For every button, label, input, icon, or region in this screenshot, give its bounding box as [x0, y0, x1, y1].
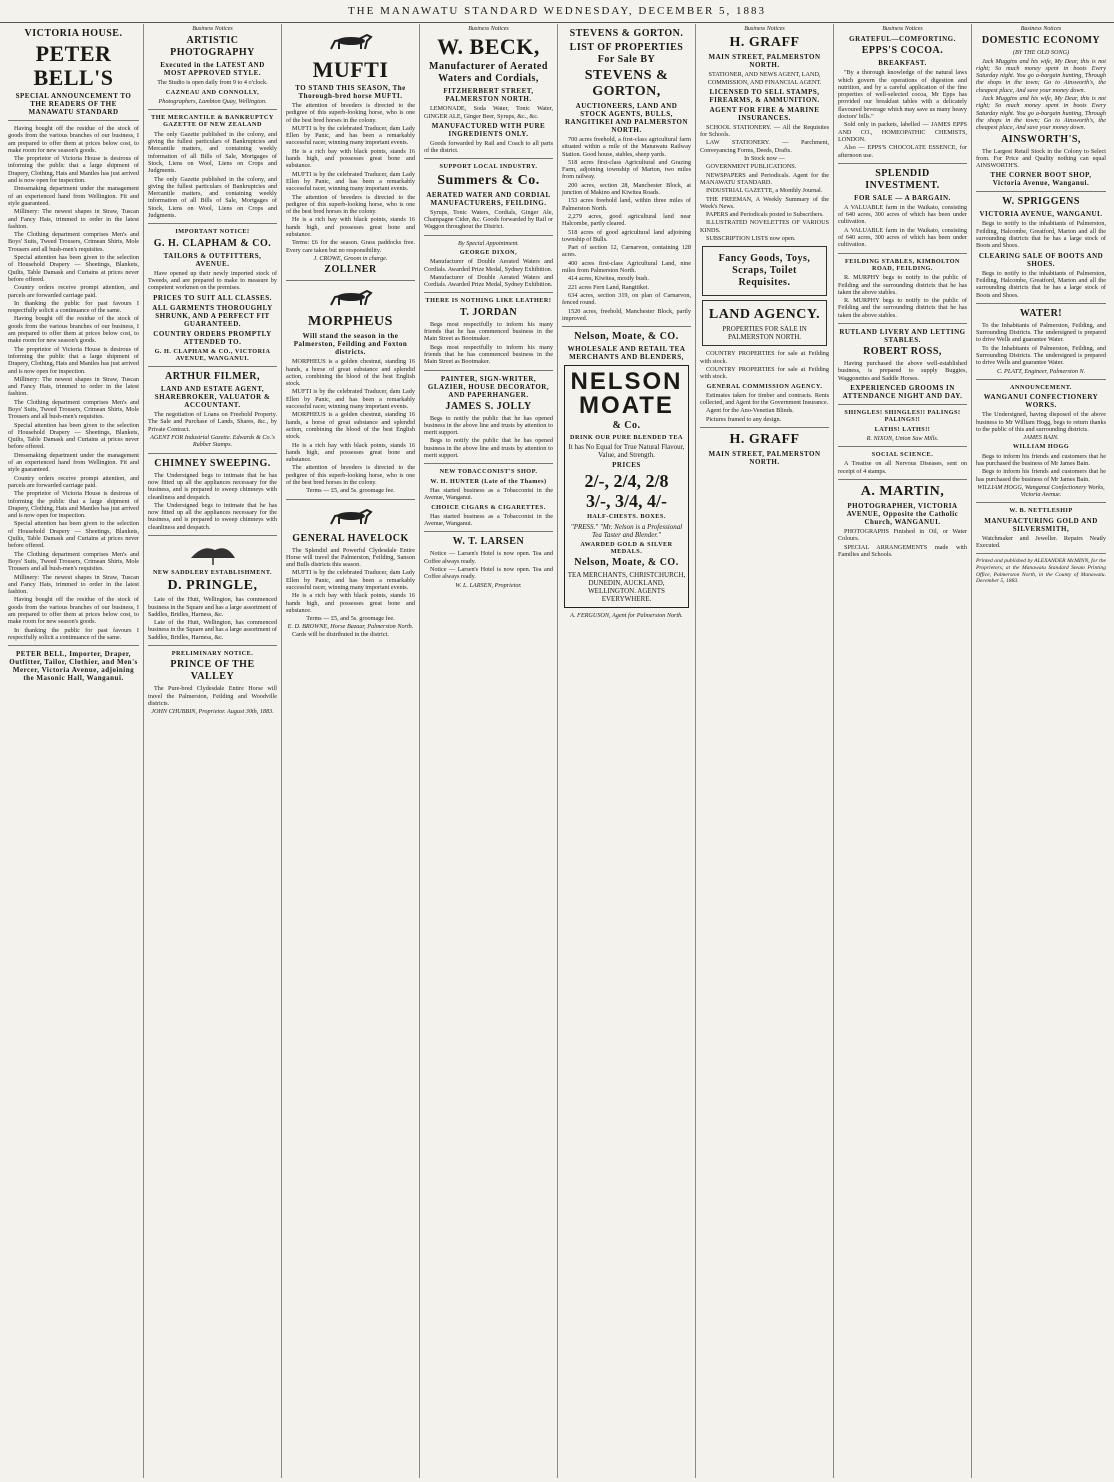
business-notices-label: Business Notices: [1020, 26, 1062, 32]
horse-icon: [321, 29, 381, 55]
paragraph: Terms: £6 for the season. Grass paddocks free. Every care taken but no responsibility.: [286, 239, 415, 254]
clapham-heading: G. H. CLAPHAM & CO.: [153, 237, 272, 249]
saddle-illustration-icon: [183, 540, 243, 566]
paragraph: SUBSCRIPTION LISTS now open.: [706, 235, 796, 243]
saddlery-heading: NEW SADDLERY ESTABLISHMENT.: [152, 568, 273, 576]
divider: [148, 223, 277, 224]
fancy-goods: Fancy Goods, Toys, Scraps, Toilet Requisites.: [718, 253, 811, 289]
paragraph: Special attention has been given to the selection of Household Drapery — Sheetings, Blankets, Quilts, Table Damask and Curtains at prices never before offered.: [8, 421, 139, 451]
corner-boot-shop: THE CORNER BOOT SHOP, Victoria Avenue, Wanganui.: [990, 171, 1092, 188]
nelson-sub: WHOLESALE AND RETAIL TEA MERCHANTS AND BLENDERS,: [567, 345, 686, 362]
prices-row-2: 3/-, 3/4, 4/-: [586, 491, 667, 512]
nelson-moate-heading: Nelson, Moate, & CO.: [574, 331, 679, 343]
paragraph: Special attention has been given to the selection of Household Drapery — Sheetings, Blankets, Quilts, Table Damask and Curtains at prices never before offered.: [8, 254, 139, 283]
graff-heading: H. GRAFF: [729, 35, 800, 51]
business-notices-label: Business Notices: [468, 26, 509, 32]
general-commission: GENERAL COMMISSION AGENCY.: [706, 382, 823, 390]
paragraph: Millinery: The newest shapes in Straw, Tuscan and Fancy Hats, trimmed to order in the latest fashion.: [8, 208, 139, 230]
preliminary-notice: PRELIMINARY NOTICE.: [171, 650, 254, 658]
paragraph: The attention of breeders is directed to the pedigree of this superb-looking horse, who is one of the best bred horses in the colony.: [286, 102, 415, 124]
property-item: Part of section 12, Carnarvon, containing 128 acres.: [562, 244, 691, 259]
graff-line: STATIONER, AND NEWS AGENT, LAND, COMMISSION, AND FINANCIAL AGENT.: [707, 71, 822, 86]
divider: [976, 303, 1106, 304]
paragraph: To the Inhabitants of Palmerston, Feilding, and Surrounding Districts. The undersigned is prepared to drive Wells and guarantee Water.: [976, 344, 1106, 367]
epps-cocoa-heading: EPPS'S COCOA.: [861, 45, 944, 57]
paragraph: Begs to notify to the inhabitants of Palmerston, Feilding, Halcombe, Greatford, Marton and all the surrounding districts that he has a large stock of Boots and Shoes.: [976, 220, 1106, 250]
paragraph: NEWSPAPERS and Periodicals. Agent for the MANAWATU STANDARD.: [700, 171, 829, 186]
summers-heading: Summers & Co.: [437, 172, 540, 188]
paragraph: ILLUSTRATED NOVELETTES OF VARIOUS KINDS.: [700, 219, 829, 234]
paragraph: Syrups, Tonic Waters, Cordials, Ginger Ale, Champagne Cider, &c. Goods forwarded by Rail or Waggon throughout the District.: [424, 208, 553, 231]
divider: [976, 191, 1106, 192]
verse: Jack Muggins and his wife, My Dear, this is not right; So much money spent in boots Every Saturday night. You go a-bargain hunting, Through the shops in the town; Go to Ainsworth's, the cheapest place, And save your money down.: [976, 95, 1106, 132]
fire-insurance: AGENT FOR FIRE & MARINE INSURANCES.: [709, 105, 820, 122]
paragraph: Begs to inform his friends and customers that he has purchased the business of Mr James Bain.: [976, 468, 1106, 483]
paragraph: Estimates taken for timber and contracts. Rents collected, and Agent for the Government Insurance.: [700, 391, 829, 407]
song-note: (BY THE OLD SONG): [1012, 49, 1070, 57]
beck-address: FITZHERBERT STREET, PALMERSTON NORTH.: [443, 87, 534, 104]
graff-footer-sub: MAIN STREET, PALMERSTON NORTH.: [708, 450, 821, 467]
paragraph: In thanking the public for past favours I respectfully solicit a continuance of the same.: [8, 299, 139, 315]
column-graff: [696, 24, 834, 1478]
paragraph: COUNTRY PROPERTIES for sale at Feilding with stock.: [700, 365, 829, 381]
divider: [8, 120, 139, 121]
licensed: LICENSED TO SELL STAMPS, FIREARMS, & AMMUNITION.: [709, 87, 820, 104]
clapham-sign: G. H. CLAPHAM & CO., VICTORIA AVENUE, WANGANUI.: [154, 347, 271, 362]
paragraph: The proprietor of Victoria House is desirous of informing the public that a large shipment of Drapery, Clothing, Hats and Mantles has just arrived and is now open for inspection.: [8, 490, 139, 520]
property-item: 200 acres, section 28, Manchester Block, at junction of Makino and Kiwitea Roads.: [562, 181, 691, 197]
paragraph: Begs to inform his friends and customers that he has purchased the business of Mr James Bain.: [976, 452, 1106, 467]
graff-sub: MAIN STREET, PALMERSTON NORTH.: [708, 53, 821, 70]
paragraph: Begs most respectfully to inform his many friends that he has commenced business in the Main Street as Bootmaker.: [424, 320, 553, 343]
column-photography: [144, 24, 282, 1478]
paragraph: He is a rich bay with black points, stands 16 hands high, and possesses great bone and substance.: [286, 592, 415, 614]
paragraph: Begs to notify the public that he has opened business in the above line and trusts by attention to merit support.: [424, 437, 553, 460]
paragraph: SPECIAL ARRANGEMENTS made with Families and Schools.: [838, 543, 967, 558]
no-equal: It has No Equal for True Natural Flavour, Value, and Strength.: [568, 443, 685, 460]
stevens-gorton-large: STEVENS & GORTON,: [584, 68, 669, 99]
special-appointment: By Special Appointment.: [458, 239, 519, 247]
nixon: R. NIXON, Union Saw Mills.: [866, 434, 939, 442]
prince-owner: JOHN CHUBBIN, Proprietor. August 30th, 1883.: [151, 708, 274, 716]
paragraph: Has started business as a Tobacconist in the Avenue, Wanganui.: [424, 486, 553, 502]
tobacconist-heading: NEW TOBACCONIST'S SHOP.: [439, 468, 538, 476]
divider: [286, 499, 415, 500]
grateful-comforting: GRATEFUL—COMFORTING.: [849, 35, 956, 44]
divider: [424, 292, 553, 293]
mercantile-gazette-heading: THE MERCANTILE & BANKRUPTCY GAZETTE OF NEW ZEALAND: [151, 114, 274, 129]
paragraph: The attention of breeders is directed to the pedigree of this superb-looking horse, who is one of the best bred horses in the colony.: [286, 193, 415, 216]
column-properties: [558, 24, 696, 1478]
prince-heading: PRINCE OF THE VALLEY: [170, 659, 255, 683]
prices-label: PRICES: [612, 461, 641, 470]
divider: [424, 463, 553, 464]
land-agency-box: [702, 300, 827, 346]
column-domestic-economy: [972, 24, 1110, 1478]
paragraph: He is a rich bay with black points, stands 16 hands high, and possesses great bone and substance.: [286, 441, 415, 464]
filmer-heading: ARTHUR FILMER,: [165, 371, 260, 383]
for-sale: FOR SALE — A BARGAIN.: [854, 193, 951, 202]
water-heading: WATER!: [1019, 307, 1063, 319]
morpheus-terms: Terms — £5, and 5s. groomage fee.: [306, 487, 395, 495]
feilding-stables: FEILDING STABLES, KIMBOLTON ROAD, FEILDING.: [845, 257, 960, 272]
beck-pure: MANUFACTURED WITH PURE INGREDIENTS ONLY.: [431, 121, 546, 138]
paragraph: The Undersigned begs to intimate that he has now fitted up all the appliances necessary for the business, and is prepared to sweep chimneys with cleanliness and despatch.: [148, 501, 277, 531]
divider: [286, 280, 415, 281]
paragraph: Manufacturer of Double Aerated Waters and Cordials. Awarded Prize Medal, Sydney Exhibition.: [424, 258, 553, 273]
paragraph: GOVERNMENT PUBLICATIONS.: [706, 163, 797, 171]
awarded-medals: AWARDED GOLD & SILVER MEDALS.: [580, 540, 673, 556]
column-epps-cocoa: [834, 24, 972, 1478]
peter-bell-heading: PETER BELL'S: [33, 41, 114, 90]
splendid-investment: SPLENDID INVESTMENT.: [865, 167, 940, 191]
divider: [424, 235, 553, 236]
ferguson-agent: A. FERGUSON, Agent for Palmerston North.: [570, 612, 683, 620]
divider: [700, 427, 829, 428]
divider: [148, 645, 277, 646]
morpheus-sub: Will stand the season in the Palmerston, Feilding and Foxton districts.: [293, 332, 408, 357]
mufti-heading: MUFTI: [312, 57, 389, 82]
paragraph: SCHOOL STATIONERY. — All the Requisites for Schools.: [700, 123, 829, 139]
property-item: 221 acres Fern Land, Rangitikei.: [568, 283, 650, 291]
paragraph: Late of the Hutt, Wellington, has commenced business in the Square and has a large assortment of Saddles, Bridles, Harness, &c.: [148, 619, 277, 641]
list-heading: LIST OF PROPERTIES For Sale BY: [569, 42, 684, 65]
paragraph: A VALUABLE farm in the Waikato, consisting of 640 acres, 300 acres of which has been under cultivation.: [838, 203, 967, 226]
columns: [4, 24, 1110, 1478]
nothing-like-leather: THERE IS NOTHING LIKE LEATHER!: [425, 297, 552, 305]
support-local: SUPPORT LOCAL INDUSTRY.: [439, 163, 538, 171]
filmer-sub: LAND AND ESTATE AGENT, SHAREBROKER, VALUATOR & ACCOUNTANT.: [154, 385, 271, 410]
pringle-heading: D. PRINGLE,: [167, 578, 258, 594]
paragraph: The Undersigned, having disposed of the above business to Mr William Hogg, begs to return thanks to the public of this and surrounding districts.: [976, 411, 1106, 433]
paragraph: LEMONADE, Soda Water, Tonic Water, GINGER ALE, Ginger Beer, Syrups, &c., &c.: [424, 105, 553, 120]
jolly-heading: JAMES S. JOLLY: [445, 400, 532, 412]
paragraph: The proprietor of Victoria House is desirous of informing the public that a large shipment of Drapery, Clothing, Hats and Mantles has just arrived and is now open for inspection.: [8, 155, 139, 185]
paragraph: Dressmaking department under the management of an experienced hand from Wellington. Fit and style guaranteed.: [8, 451, 139, 474]
printer-imprint: Printed and published by ALEXANDER McMINN, for the Proprietors, at the Manawatu Standard Steam Printing Office, Palmerston North, in the County of Manawatu. December 5, 1883.: [976, 558, 1106, 585]
jordan-heading: T. JORDAN: [459, 306, 518, 318]
grooms: EXPERIENCED GROOMS IN ATTENDANCE NIGHT AND DAY.: [842, 383, 963, 400]
paragraph: Has started business as a Tobacconist in the Avenue, Wanganui.: [424, 512, 553, 528]
paragraph: A Treatise on all Nervous Diseases, sent on receipt of 4 stamps.: [838, 460, 967, 475]
masthead: THE MANAWATU STANDARD WEDNESDAY, DECEMBER 5, 1883: [0, 0, 1114, 23]
paragraph: THE FREEMAN, A Weekly Summary of the Week's News.: [700, 195, 829, 210]
property-item: 153 acres freehold land, within three miles of Palmerston North.: [562, 197, 691, 212]
larsen-sign: W. L. LARSEN, Proprietor.: [455, 581, 522, 589]
divider: [8, 645, 139, 646]
paragraph: Having bought off the residue of the stock of goods from the various branches of our business, I am prepared to offer them at prices below cost, to make room for new season's goods.: [8, 125, 139, 154]
divider: [976, 379, 1106, 380]
beck-heading: W. BECK,: [437, 34, 540, 60]
paragraph: Begs to notify the public that he has opened business in the above line and trusts by attention to merit support.: [424, 414, 553, 437]
divider: [424, 370, 553, 371]
property-item: 518 acres first-class Agricultural and Grazing Farm, adjoining township of Marton, two miles from railway.: [562, 158, 691, 181]
paragraph: "By a thorough knowledge of the natural laws which govern the operations of digestion and nutrition, and by a careful application of the fine properties of well-selected cocoa, Mr Epps has provided our breakfast tables with a delicately flavoured beverage which may save us many heavy doctors' bills.": [838, 69, 967, 121]
larsen-heading: W. T. LARSEN: [452, 536, 525, 548]
property-item: 400 acres first-class Agricultural Land, nine miles from Palmerston North.: [562, 259, 691, 275]
agent-for: AGENT FOR Industrial Gazette. Edwards & Co.'s Rubber Stamps.: [150, 434, 275, 449]
clearing-sale: CLEARING SALE OF BOOTS AND SHOES.: [978, 251, 1104, 268]
property-item: 414 acres, Kiwitea, mostly bush.: [568, 275, 649, 283]
paragraph: The Largest Retail Stock in the Colony to Select from. For Price and Quality nothing can equal AINSWORTH'S.: [976, 147, 1106, 170]
laths: LATHS! LATHS!!: [874, 425, 931, 433]
paragraph: The proprietor of Victoria House is desirous of informing the public that a large shipment of Drapery, Clothing, Hats and Mantles has just arrived and is now open for inspection.: [8, 345, 139, 375]
paragraph: Millinery: The newest shapes in Straw, Tuscan and Fancy Hats, trimmed to order in the latest fashion.: [8, 573, 139, 596]
breakfast: BREAKFAST.: [878, 59, 927, 68]
martin-heading: A. MARTIN,: [860, 483, 945, 499]
paragraph: MORPHEUS is a golden chestnut, standing 16 hands, a horse of great substance and splendid action, combining the blood of the best English stock.: [286, 358, 415, 388]
mufti-owner: J. CROWE, Groom in charge.: [313, 254, 388, 262]
paragraph: Country orders receive prompt attention, and parcels are forwarded carriage paid.: [8, 474, 139, 489]
paragraph: The negotiation of Loans on Freehold Property. The Sale and Purchase of Lands, Shares, &c., by Private Contract.: [148, 411, 277, 433]
paragraph: Agent for the Ano-Venetian Blinds.: [706, 407, 794, 415]
business-notices-label: Business Notices: [192, 26, 233, 32]
paragraph: Begs most respectfully to inform his many friends that he has commenced business in the Main Street as Bootmaker.: [424, 343, 553, 366]
column-victoria-house: [4, 24, 144, 1478]
hunter-heading: W. H. HUNTER (Late of the Thames): [430, 477, 547, 485]
paragraph: The only Gazette published in the colony, and giving the fullest particulars of Bankruptcies and Mercantile matters, and containing weekly information of all Bills of Sale, Mortgages of Stock, Liens on Wool, Liens on Crops and Judgments.: [148, 175, 277, 220]
paragraph: Goods forwarded by Rail and Coach to all parts of the district.: [424, 139, 553, 155]
divider: [148, 109, 277, 110]
prices-line: PRICES TO SUIT ALL CLASSES.: [153, 293, 272, 302]
half-chests: HALF-CHESTS. BOXES.: [587, 513, 666, 521]
divider: [424, 531, 553, 532]
dixon-heading: GEORGE DIXON,: [459, 248, 518, 256]
divider: [148, 535, 277, 536]
spriggens-sub: VICTORIA AVENUE, WANGANUI.: [979, 210, 1103, 219]
divider: [838, 404, 967, 405]
paragraph: R. MURPHY begs to notify to the public of Feilding and the surrounding districts that he has taken the above stables.: [838, 274, 967, 296]
property-item: 634 acres, section 319, on plan of Carnarvon, fenced round.: [562, 291, 691, 307]
summers-sub: AERATED WATER AND CORDIAL MANUFACTURERS, FEILDING.: [426, 190, 551, 207]
press-quote: "PRESS." "Mr. Nelson is a Professional Tea Taster and Blender.": [570, 522, 683, 539]
divider: [838, 323, 967, 324]
divider: [838, 163, 967, 164]
cazneau-sub: Photographers, Lambton Quay, Wellington.: [158, 97, 267, 105]
paragraph: The only Gazette published in the colony, and giving the fullest particulars of Bankruptcies and Mercantile matters, and containing weekly information of all Bills of Sale, Mortgages of Stock, Liens on Wool, Liens on Crops and Judgments.: [148, 130, 277, 175]
artistic-photography-heading: ARTISTIC PHOTOGRAPHY: [170, 35, 255, 59]
paragraph: Also — EPPS'S CHOCOLATE ESSENCE, for afternoon use.: [838, 144, 967, 159]
havelock-heading: GENERAL HAVELOCK: [292, 532, 409, 544]
paragraph: MUFTI is by the celebrated Traducer, dam Lady Ellen by Panic, and has been a remarkably successful racer, winning many important events.: [286, 170, 415, 193]
country-orders: COUNTRY ORDERS PROMPTLY ATTENDED TO.: [153, 329, 272, 346]
paragraph: Have opened up their newly imported stock of Tweeds, and are prepared to make to measure by competent workmen on the premises.: [148, 269, 277, 292]
nelson-moate-ad: [564, 365, 689, 608]
mufti-stand: TO STAND THIS SEASON, The Thorough-bred horse MUFTI.: [295, 84, 406, 100]
paragraph: Late of the Hutt, Wellington, has commenced business in the Square and has a large assortment of Saddles, Bridles, Harness, &c.: [148, 596, 277, 618]
paragraph: Sold only in packets, labelled — JAMES EPPS AND CO., HOMEOPATHIC CHEMISTS, LONDON.: [838, 121, 967, 143]
column-stallions: [282, 24, 420, 1478]
announcement-heading: ANNOUNCEMENT.: [1010, 383, 1072, 391]
martin-sub: PHOTOGRAPHER, VICTORIA AVENUE, Opposite the Catholic Church, WANGANUI.: [846, 501, 959, 526]
paragraph: The Clothing department comprises Men's and Boys' Suits, Tweed Trousers, Crimean Shirts, Mole Trousers and all bush-men's requisites.: [8, 550, 139, 573]
hogg-heading: WILLIAM HOGG: [1012, 443, 1070, 451]
divider: [424, 158, 553, 159]
cities: TEA MERCHANTS, CHRISTCHURCH, DUNEDIN, AUCKLAND, WELLINGTON. AGENTS EVERYWHERE.: [567, 571, 686, 604]
paragraph: He is a rich bay with black points, stands 16 hands high, and possesses great bone and substance.: [286, 216, 415, 239]
paragraph: Having purchased the above well-established business, is prepared to supply Buggies, Waggonettes and Saddle Horses.: [838, 360, 967, 382]
paragraph: The Clothing department comprises Men's and Boys' Suits, Tweed Trousers, Crimean Shirts, Mole Trousers and all bush-men's requisites.: [8, 231, 139, 253]
stevens-gorton-heading: STEVENS & GORTON.: [569, 28, 684, 39]
business-notices-label: Business Notices: [744, 26, 785, 32]
land-agency-text: PROPERTIES FOR SALE IN PALMERSTON NORTH.: [722, 325, 807, 342]
drink-our-tea: DRINK OUR PURE BLENDED TEA: [570, 434, 683, 442]
horse-icon: [321, 504, 381, 530]
divider: [976, 553, 1106, 554]
beck-sub: Manufacturer of Aerated Waters and Cordials,: [429, 61, 548, 85]
paragraph: LAW STATIONERY. — Parchment, Conveyancing Forms, Deeds, Drafts.: [700, 139, 829, 154]
divider: [838, 479, 967, 480]
nettleship-sub: MANUFACTURING GOLD AND SILVERSMITH,: [984, 516, 1098, 533]
browne-sign: E. D. BROWNE, Horse Bazaar, Palmerston North.: [287, 622, 414, 630]
divider: [148, 366, 277, 367]
special-announcement: SPECIAL ANNOUNCEMENT TO THE READERS OF THE MANAWATU STANDARD: [15, 92, 132, 116]
paragraph: The Splendid and Powerful Clydesdale Entire Horse will travel the Palmerston, Feilding, Sanson and Bulls districts this season.: [286, 546, 415, 569]
property-item: 518 acres of good agricultural land adjoining township of Bulls.: [562, 228, 691, 243]
in-stock: In Stock now —: [744, 155, 785, 163]
important-notice: IMPORTANT NOTICE!: [175, 228, 250, 236]
paragraph: MUFTI is by the celebrated Traducer, dam Lady Ellen by Panic, and has been a remarkably successful racer, winning many important events.: [286, 569, 415, 592]
cigars-heading: CHOICE CIGARS & CIGARETTES.: [431, 503, 546, 511]
paragraph: Notice — Larsen's Hotel is now open. Tea and Coffee always ready.: [424, 565, 553, 581]
zollner-heading: ZOLLNER: [324, 264, 377, 276]
clapham-sub: TAILORS & OUTFITTERS, AVENUE.: [163, 251, 262, 268]
paragraph: Millinery: The newest shapes in Straw, Tuscan and Fancy Hats, trimmed to order in the latest fashion.: [8, 375, 139, 398]
chimney-heading: CHIMNEY SWEEPING.: [154, 457, 271, 469]
nelson-moate-footer: Nelson, Moate, & CO.: [574, 557, 679, 569]
paragraph: A VALUABLE farm in the Waikato, consisting of 640 acres, 300 acres of which has been under cultivation.: [838, 226, 967, 249]
divider: [148, 453, 277, 454]
paragraph: Notice — Larsen's Hotel is now open. Tea and Coffee always ready.: [424, 550, 553, 565]
paragraph: R. MURPHY begs to notify to the public of Feilding and the surrounding districts that he has taken the above stables.: [838, 297, 967, 319]
spriggens-heading: W. SPRIGGENS: [1002, 196, 1080, 208]
shingles: SHINGLES! SHINGLES!! PALINGS! PALINGS!!: [844, 408, 961, 424]
stevens-gorton-sub: AUCTIONEERS, LAND AND STOCK AGENTS, BULLS, RANGITIKEI AND PALMERSTON NORTH.: [564, 102, 689, 134]
paragraph: The Pure-bred Clydesdale Entire Horse will travel the Palmerston, Feilding and Woodville districts.: [148, 685, 277, 707]
paragraph: PAPERS and Periodicals posted to Subscribers.: [706, 211, 824, 219]
peter-bell-footer: PETER BELL, Importer, Draper, Outfitter, Tailor, Clothier, and Men's Mercer, Victoria Avenue, adjoining the Masonic Hall, Wanganui.: [9, 650, 138, 683]
hogg-sign: WILLIAM HOGG, Wanganui Confectionery Works, Victoria Avenue.: [977, 483, 1105, 499]
paragraph: The Undersigned begs to intimate that he has now fitted up all the appliances necessary for the business, and is prepared to sweep chimneys with cleanliness and despatch.: [148, 471, 277, 501]
ross-heading: ROBERT ROSS,: [863, 346, 942, 358]
paragraph: Dressmaking department under the management of an experienced hand from Wellington. Fit and style guaranteed.: [8, 185, 139, 207]
domestic-economy-heading: DOMESTIC ECONOMY: [981, 35, 1101, 47]
paragraph: MUFTI is by the celebrated Traducer, dam Lady Ellen by Panic, and has been a remarkably successful racer, winning many important events.: [286, 124, 415, 147]
horse-icon: [321, 285, 381, 311]
paragraph: In thanking the public for past favours I respectfully solicit a continuance of the same.: [8, 626, 139, 641]
paragraph: INDUSTRIAL GAZETTE, a Monthly Journal.: [706, 187, 823, 195]
paragraph: Having bought off the residue of the stock of goods from the various branches of our business, I am prepared to offer them at prices below cost, to make room for new season's goods.: [8, 596, 139, 626]
graff-footer-heading: H. GRAFF: [729, 432, 800, 448]
business-notices-label: Business Notices: [882, 26, 923, 32]
photography-sub: Executed in the LATEST AND MOST APPROVED STYLE.: [160, 61, 265, 78]
nelson-moate-logo: NELSON MOATE: [570, 368, 683, 420]
divider: [562, 326, 691, 327]
confectionery-heading: WANGANUI CONFECTIONERY WORKS.: [983, 393, 1099, 410]
nelson-co: & Co.: [612, 420, 641, 432]
cazneau-firm: CAZNEAU AND CONNOLLY,: [165, 88, 260, 96]
paragraph: COUNTRY PROPERTIES for sale at Feilding with stock.: [700, 350, 829, 365]
column-aerated-waters: [420, 24, 558, 1478]
paragraph: MUFTI is by the celebrated Traducer, dam Lady Ellen by Panic, and has been a remarkably successful racer, winning many important events.: [286, 388, 415, 411]
store-heading: VICTORIA HOUSE.: [24, 28, 123, 39]
paragraph: PHOTOGRAPHS Finished in Oil, or Water Colours.: [838, 527, 967, 543]
verse: Jack Muggins and his wife, My Dear, this is not right; So much money spent in boots Every Saturday night. You go a-bargain hunting, Through the shops in the town; Go to Ainsworth's, the cheapest place, And save your money down.: [976, 57, 1106, 94]
paragraph: Manufacturer of Double Aerated Waters and Cordials. Awarded Prize Medal, Sydney Exhibition.: [424, 273, 553, 289]
paragraph: Watchmaker and Jeweller. Repairs Neatly Executed.: [976, 534, 1106, 550]
morpheus-heading: MORPHEUS: [308, 314, 393, 330]
havelock-terms: Terms — £5, and 5s. groomage fee.: [306, 615, 395, 623]
paragraph: Special attention has been given to the selection of Household Drapery — Sheetings, Blankets, Quilts, Table Damask and Curtains at prices never before offered.: [8, 520, 139, 550]
divider: [976, 502, 1106, 503]
prices-row-1: 2/-, 2/4, 2/8: [584, 471, 669, 492]
rutland-stables: RUTLAND LIVERY AND LETTING STABLES.: [839, 328, 966, 345]
fit-line: ALL GARMENTS THOROUGHLY SHRUNK, AND A PERFECT FIT GUARANTEED.: [152, 303, 273, 328]
nettleship-heading: W. B. NETTLESHIP: [1009, 507, 1073, 515]
paragraph: Begs to notify to the inhabitants of Palmerston, Feilding, Halcombe, Greatford, Marton and all the surrounding districts that he has a large stock of Boots and Shoes.: [976, 269, 1106, 299]
fancy-goods-box: [702, 246, 827, 296]
land-agency-heading: LAND AGENCY.: [708, 307, 821, 323]
platt-sign: C. PLATT, Engineer, Palmerston N.: [996, 367, 1086, 375]
paragraph: Cards will be distributed in the district.: [292, 630, 389, 638]
paragraph: He is a rich bay with black points, stands 16 hands high, and possesses great bone and substance.: [286, 147, 415, 170]
studio-hours: The Studio is open daily from 9 to 4 o'clock.: [157, 79, 268, 87]
paragraph: The Clothing department comprises Men's and Boys' Suits, Tweed Trousers, Crimean Shirts, Mole Trousers and all bush-men's requisites.: [8, 398, 139, 421]
paragraph: Country orders receive prompt attention, and parcels are forwarded carriage paid.: [8, 284, 139, 299]
paragraph: Pictures framed to any design.: [706, 415, 782, 423]
painter-heading: PAINTER, SIGN-WRITER, GLAZIER, HOUSE DECORATOR, AND PAPERHANGER.: [427, 374, 550, 399]
property-item: 700 acres freehold, a first-class agricultural farm situated within a mile of the Manawatu Railway Station. Good house, stables, sheep yards.: [562, 136, 691, 158]
paragraph: The attention of breeders is directed to the pedigree of this superb-looking horse, who is one of the best bred horses in the colony.: [286, 464, 415, 486]
property-item: 1520 acres, freehold, Manchester Block, partly improved.: [562, 307, 691, 322]
social-science: SOCIAL SCIENCE.: [871, 451, 934, 459]
bain-sign: JAMES BAIN.: [1023, 434, 1059, 442]
paragraph: Having bought off the residue of the stock of goods from the various branches of our business, I am prepared to offer them at prices below cost, to make room for new season's goods.: [8, 315, 139, 345]
paragraph: To the Inhabitants of Palmerston, Feilding, and Surrounding Districts. The undersigned is prepared to drive Wells and guarantee Water.: [976, 321, 1106, 344]
divider: [838, 253, 967, 254]
divider: [838, 446, 967, 447]
property-item: 2,279 acres, good agricultural land near Halcombe, partly cleared.: [562, 212, 691, 228]
paragraph: MORPHEUS is a golden chestnut, standing 16 hands, a horse of great substance and splendid action, combining the blood of the best English stock.: [286, 411, 415, 441]
ainsworths-heading: AINSWORTH'S,: [1001, 133, 1081, 145]
